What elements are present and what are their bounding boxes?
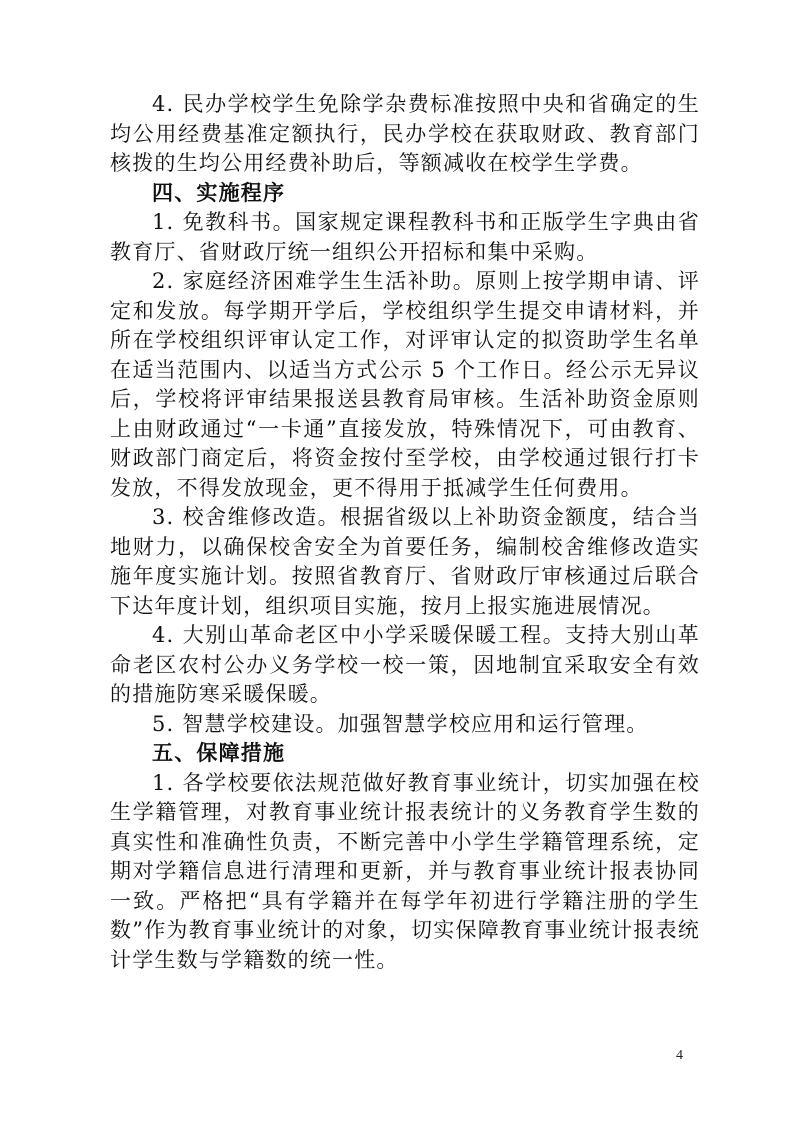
section-heading-implementation-procedure: 四、实施程序 [152,180,286,205]
page-number: 4 [676,1048,683,1063]
section-heading-safeguard-measures: 五、保障措施 [152,741,286,765]
paragraph-school-building-renovation: 3. 校舍维修改造。根据省级以上补助资金额度，结合当地财力，以确保校舍安全为首要任务，编制校舍维修改造实施年度实施计划。按照省教育厅、省财政厅审核通过后联合下达年度计划，组织项目实施，按月上报实施进展情况。 [110,505,700,618]
paragraph-heating-project: 4. 大别山革命老区中小学采暖保暖工程。支持大别山革命老区农村公办义务学校一校一策，因地制宜采取安全有效的措施防寒采暖保暖。 [110,623,700,706]
document-body [110,90,700,975]
paragraph-free-textbooks: 1. 免教科书。国家规定课程教科书和正版学生字典由省教育厅、省财政厅统一组织公开招标和集中采购。 [110,210,700,264]
paragraph-living-subsidy: 2. 家庭经济困难学生生活补助。原则上按学期申请、评定和发放。每学期开学后，学校组织学生提交申请材料，并所在学校组织评审认定工作，对评审认定的拟资助学生名单在适当范围内、以适当方式公示 5 个工作日。经公示无异议后，学校将评审结果报送县教育局审核。生活补助资金原则上由财政通过“一卡通”直接发放，特殊情况下，可由教育、财政部门商定后，将资金按付至学校，由学校通过银行打卡发放，不得发放现金，更不得用于抵减学生任何费用。 [110,269,700,500]
paragraph-education-statistics: 1. 各学校要依法规范做好教育事业统计，切实加强在校生学籍管理，对教育事业统计报表统计的义务教育学生数的真实性和准确性负责，不断完善中小学生学籍管理系统，定期对学籍信息进行清理和更新，并与教育事业统计报表协同一致。严格把“具有学籍并在每学年初进行学籍注册的学生数”作为教育事业统计的对象，切实保障教育事业统计报表统计学生数与学籍数的统一性。 [110,770,700,972]
paragraph-smart-school: 5. 智慧学校建设。加强智慧学校应用和运行管理。 [152,711,649,736]
paragraph-private-school-fee-exemption: 4. 民办学校学生免除学杂费标准按照中央和省确定的生均公用经费基准定额执行，民办学校在获取财政、教育部门核拨的生均公用经费补助后，等额减收在校学生学费。 [110,92,700,175]
